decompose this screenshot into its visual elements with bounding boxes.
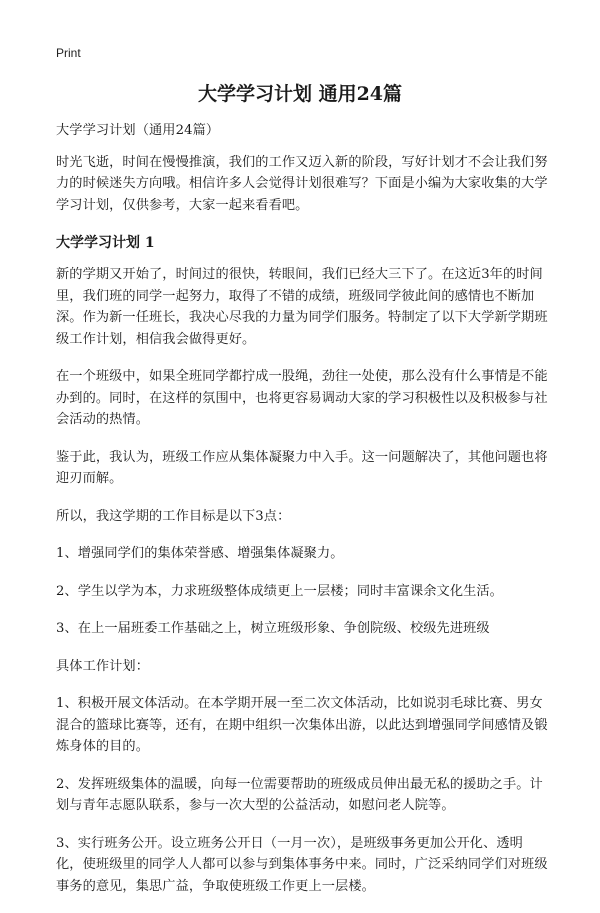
print-label: Print: [56, 46, 81, 60]
plan-item: 3、实行班务公开。设立班务公开日（一月一次），是班级事务更加公开化、透明化，使班级里的同学人人都可以参与到集体事务中来。同时，广泛采纳同学们对班级事务的意见，集思广益，争取使班级工作更上一层楼。: [56, 835, 548, 894]
plan-item: 2、发挥班级集体的温暖，向每一位需要帮助的班级成员伸出最无私的援助之手。计划与青年志愿队联系，参与一次大型的公益活动，如慰问老人院等。: [56, 776, 543, 813]
body-paragraph: 所以，我这学期的工作目标是以下3点：: [56, 508, 291, 524]
document-body: [56, 120, 548, 913]
body-paragraph: 具体工作计划：: [56, 658, 150, 674]
body-paragraph: 在一个班级中，如果全班同学都拧成一股绳，劲往一处使，那么没有什么事情是不能办到的。同时，在这样的氛围中，也将更容易调动大家的学习积极性以及积极参与社会活动的热情。: [56, 369, 548, 427]
document-subtitle: 大学学习计划（通用24篇）: [56, 123, 220, 138]
page-title: 大学学习计划 通用24篇: [197, 83, 403, 105]
goal-item: 2、学生以学为本，力求班级整体成绩更上一层楼；同时丰富课余文化生活。: [56, 583, 503, 599]
goal-item: 3、在上一届班委工作基础之上，树立班级形象、争创院级、校级先进班级: [56, 621, 490, 636]
section-heading: 大学学习计划 1: [56, 235, 155, 251]
body-paragraph: 鉴于此，我认为，班级工作应从集体凝聚力中入手。这一问题解决了，其他问题也将迎刃而解。: [56, 449, 548, 486]
goal-item: 1、增强同学们的集体荣誉感、增强集体凝聚力。: [56, 546, 344, 561]
intro-paragraph: 时光飞逝，时间在慢慢推演，我们的工作又迈入新的阶段，写好计划才不会让我们努力的时候迷失方向哦。相信许多人会觉得计划很难写？下面是小编为大家收集的大学学习计划，仅供参考，大家一起来看看吧。: [56, 154, 548, 213]
plan-item: 1、积极开展文体活动。在本学期开展一至二次文体活动，比如说羽毛球比赛、男女混合的篮球比赛等，还有，在期中组织一次集体出游，以此达到增强同学间感情及锻炼身体的目的。: [56, 696, 548, 754]
body-paragraph: 新的学期又开始了，时间过的很快，转眼间，我们已经大三下了。在这近3年的时间里，我们班的同学一起努力，取得了不错的成绩，班级同学彼此间的感情也不断加深。作为新一任班长，我决心尽我的力量为同学们服务。特制定了以下大学新学期班级工作计划，相信我会做得更好。: [56, 267, 548, 347]
